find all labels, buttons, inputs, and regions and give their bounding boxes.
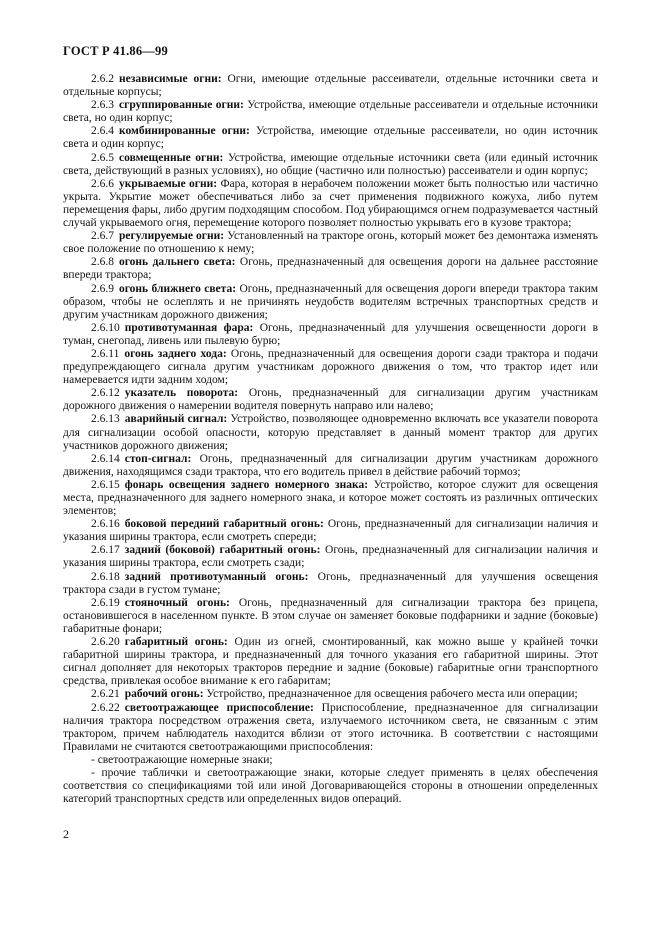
paragraph-2-6-15 xyxy=(63,479,598,518)
clause-number: 2.6.16 xyxy=(91,518,120,531)
clause-number: 2.6.15 xyxy=(91,478,120,491)
definition: Устройство, предназначенное для освещения рабочего места или операции; xyxy=(206,688,578,701)
term: рабочий огонь: xyxy=(124,688,204,701)
page-number: 2 xyxy=(63,827,69,841)
paragraph-2-6-4 xyxy=(63,125,598,151)
term: боковой передний габаритный огонь: xyxy=(124,518,324,531)
clause-number: 2.6.17 xyxy=(91,544,120,557)
paragraph-2-6-5 xyxy=(63,152,598,178)
paragraph-2-6-11 xyxy=(63,348,598,387)
definition: Приспособление, предназначенное для сигнализации наличия трактора посредством отражения света, излучаемого источником света, не связанным с этим трактором, причем наблюдатель находится вблизи от этого источника. В соответствии с настоящими Правилами не считаются светоотражающими приспособления: xyxy=(63,701,598,753)
clause-number: 2.6.12 xyxy=(91,387,120,400)
clause-number: 2.6.6 xyxy=(91,177,114,190)
list-item xyxy=(63,754,598,767)
clause-number: 2.6.2 xyxy=(91,73,114,85)
definition: Огонь, предназначенный для освещения дороги сзади трактора и подачи предупреждающего сигнала другим участникам дорожного движения о том, что трактор идет или намеревается идти задним ходом; xyxy=(63,347,598,387)
clause-number: 2.6.22 xyxy=(91,701,120,714)
clause-number: 2.6.13 xyxy=(91,413,120,426)
definition: Устройство, которое служит для освещения места, предназначенного для заднего номерного знака, и которое может состоять из различных оптических элементов; xyxy=(63,478,599,518)
clause-number: 2.6.18 xyxy=(91,570,120,583)
definition: Огонь, предназначенный для освещения дороги на дальнее расстояние впереди трактора; xyxy=(63,256,598,282)
term: комбинированные огни: xyxy=(119,125,250,138)
paragraph-2-6-21 xyxy=(63,688,598,701)
paragraph-2-6-13 xyxy=(63,413,598,452)
clause-number: 2.6.10 xyxy=(91,321,120,334)
term: укрываемые огни: xyxy=(119,177,218,190)
clause-number: 2.6.21 xyxy=(91,688,120,701)
term: указатель поворота: xyxy=(124,387,239,400)
definition: Установленный на тракторе огонь, который может без демонтажа изменять свое положение по отношению к нему; xyxy=(63,230,599,256)
definition: Огонь, предназначенный для сигнализации трактора без прицепа, остановившегося в населенном пункте. В этом случае он заменяет боковые подфарники и задние (боковые) габаритные фонари; xyxy=(63,596,599,635)
term: стояночный огонь: xyxy=(124,596,230,609)
paragraph-2-6-19 xyxy=(63,597,598,636)
paragraph-2-6-8 xyxy=(63,256,598,282)
paragraph-2-6-3 xyxy=(63,99,598,125)
definition: Огонь, предназначенный для освещения дороги впереди трактора таким образом, чтобы не ослеплять и не причинять неудобств водителям встречных транспортных средств и другим участникам дорожного движения; xyxy=(63,282,599,321)
term: совмещенные огни: xyxy=(119,151,224,164)
definition: Огонь, предназначенный для сигнализации другим участникам дорожного движения о намерении водителя повернуть направо или налево; xyxy=(63,387,598,413)
paragraph-2-6-12 xyxy=(63,387,598,413)
term: регулируемые огни: xyxy=(119,230,225,243)
term: светоотражающее приспособление: xyxy=(124,701,314,714)
definition: Один из огней, смонтированный, как можно выше у крайней точки габаритной ширины трактора, и предназначенный для точного указания его габаритной ширины. Этот сигнал дополняет для некоторых тракторов передние и задние (боковые) габаритные огни транспортного средства, привлекая особое внимание к его габаритам; xyxy=(63,636,598,688)
list-item-text: - светоотражающие номерные знаки; xyxy=(91,753,273,766)
definition: Огонь, предназначенный для сигнализации наличия и указания ширины трактора, если смотреть спереди; xyxy=(63,518,599,544)
paragraph-2-6-18 xyxy=(63,571,598,597)
term: стоп-сигнал: xyxy=(124,452,192,465)
clause-number: 2.6.8 xyxy=(91,256,114,269)
term: противотуманная фара: xyxy=(124,321,254,334)
definition: Огонь, предназначенный для улучшения освещенности дороги в туман, снегопад, ливень или пылевую бурю; xyxy=(63,321,599,347)
clause-number: 2.6.4 xyxy=(91,125,114,138)
definition: Огонь, предназначенный для улучшения освещения трактора сзади в густом тумане; xyxy=(63,570,598,596)
term: независимые огни: xyxy=(119,73,222,85)
clause-number: 2.6.14 xyxy=(91,452,120,465)
paragraph-2-6-20 xyxy=(63,636,598,688)
definition: Огонь, предназначенный для сигнализации наличия и указания ширины трактора, если смотреть сзади; xyxy=(63,544,599,570)
clause-number: 2.6.20 xyxy=(91,636,120,649)
term: огонь дальнего света: xyxy=(119,256,236,269)
term: огонь ближнего света: xyxy=(119,282,237,295)
paragraph-2-6-2 xyxy=(63,73,598,99)
document-header: ГОСТ Р 41.86—99 xyxy=(63,44,168,58)
clause-number: 2.6.3 xyxy=(91,99,114,112)
definition: Устройства, имеющие отдельные источники света (или единый источник света, действующий в разных условиях), но общие (частично или полностью) рассеиватели и один корпус; xyxy=(63,151,598,177)
clause-number: 2.6.9 xyxy=(91,282,114,295)
definition: Устройства, имеющие отдельные рассеиватели и отдельные источники света, но один корпус; xyxy=(63,99,598,125)
paragraph-2-6-17 xyxy=(63,544,598,570)
clause-number: 2.6.11 xyxy=(91,347,120,360)
document-body xyxy=(63,73,598,806)
paragraph-2-6-16 xyxy=(63,518,598,544)
term: сгруппированные огни: xyxy=(119,99,244,112)
term: габаритный огонь: xyxy=(124,636,228,649)
term: аварийный сигнал: xyxy=(124,413,228,426)
paragraph-2-6-9 xyxy=(63,283,598,322)
definition: Устройство, позволяющее одновременно включать все указатели поворота для сигнализации особой опасности, которую представляет в данный момент трактор для других участников дорожного движения; xyxy=(63,413,599,452)
paragraph-2-6-14 xyxy=(63,453,598,479)
list-item-text: - прочие таблички и светоотражающие знаки, которые следует применять в целях обеспечения соответствия со спецификациями той или иной Договаривающейся стороны в отношении определенных категорий транспортных средств или определенных видов операций. xyxy=(63,766,598,806)
clause-number: 2.6.19 xyxy=(91,596,120,609)
term: задний (боковой) габаритный огонь: xyxy=(124,544,321,557)
clause-number: 2.6.5 xyxy=(91,151,114,164)
term: задний противотуманный огонь: xyxy=(124,570,309,583)
term: огонь заднего хода: xyxy=(124,347,227,360)
definition: Огни, имеющие отдельные рассеиватели, отдельные источники света и отдельные корпусы; xyxy=(63,73,598,99)
paragraph-2-6-7 xyxy=(63,230,598,256)
paragraph-2-6-22 xyxy=(63,702,598,754)
term: фонарь освещения заднего номерного знака: xyxy=(124,478,369,491)
list-item xyxy=(63,767,598,806)
definition: Устройства, имеющие отдельные рассеиватели, но один источник света и один корпус; xyxy=(63,125,599,151)
clause-number: 2.6.7 xyxy=(91,230,114,243)
definition: Огонь, предназначенный для сигнализации другим участникам дорожного движения, находящимся сзади трактора, что его водитель привел в действие рабочий тормоз; xyxy=(63,452,598,478)
paragraph-2-6-10 xyxy=(63,322,598,348)
definition: Фара, которая в нерабочем положении может быть полностью или частично укрыта. Укрытие может обеспечиваться либо за счет применения подвижного кожуха, либо путем перемещения фары, либо другим подходящим способом. Под убирающимся огнем подразумевается частный случай укрываемого огня, перемещение которого позволяет полностью укрывать его в кузове трактора; xyxy=(63,177,598,230)
paragraph-2-6-6 xyxy=(63,178,598,230)
